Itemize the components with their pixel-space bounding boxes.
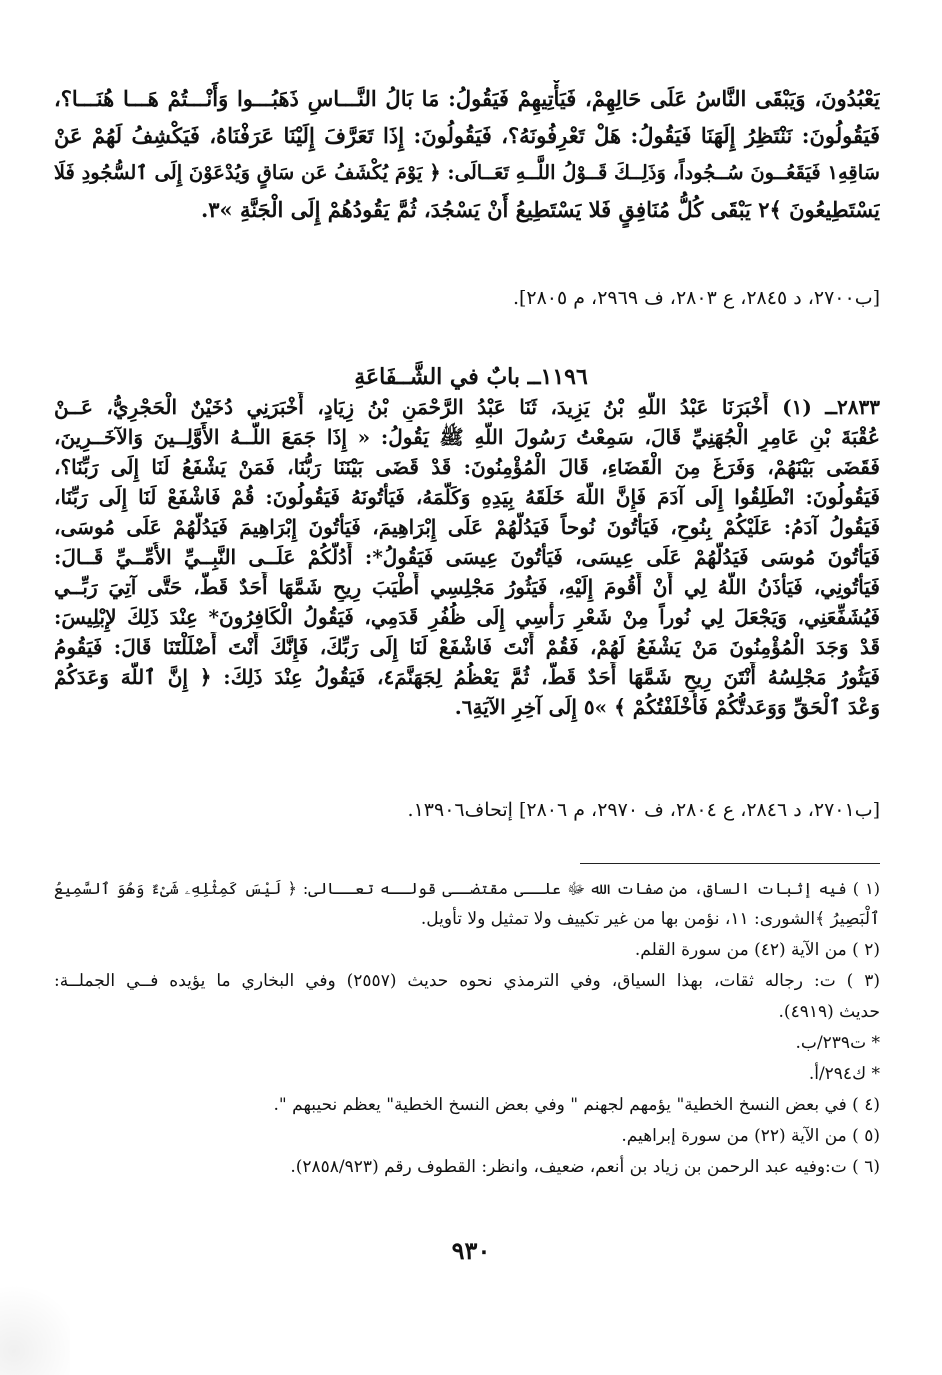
text-line: يَسْتَطِيعُونَ ﴾٢ يَبْقَى كُلُّ مُنَافِقٍ فَلا يَسْتَطِيعُ أَنْ يَسْجُدَ، ثُمَّ يَقُودُهُمْ إِلَى الْجَنَّةِ »٣. (200, 197, 880, 222)
text-line: فَيَأْتُونِي، فَيَأْذَنُ اللَّهُ لِي أَنْ أَقُومَ إِلَيْهِ، فَيَثُورُ مَجْلِسِي أَطْيَبَ رِيحٍ شَمَّهَا أَحَدٌ قَطُّ، حَتَّى آتِيَ رَبِّــي (54, 575, 880, 599)
footnotes (54, 873, 880, 1183)
footnote-line: * ت٢٣٩/ب. (795, 1033, 880, 1053)
text-line: فَيَأْتُونَ مُوسَى فَيَدُلُّهُمْ عَلَى عِيسَى، فَيَأْتُونَ عِيسَى فَيَقُولُ*: أَدُلُّكُمْ عَلَــى النَّبِــيِّ الأُمِّــيِّ قَــالَ: (54, 545, 880, 569)
footnote-line: (١ ) فيه إثبات الساق، من صفات الله ﷻ علــى مقتضــى قولــه تعــالى: ﴿ لَيْسَ كَمِثْلِهِۦ شَىْءٌ وَهُوَ ٱلسَّمِيعُ (54, 879, 880, 898)
page-number: ٩٣٠ (451, 1236, 491, 1265)
text-line: فَيَثُورُ مَجْلِسُهُ أَنْتَنَ رِيحٍ شَمَّهَا أَحَدٌ قَطُّ، ثُمَّ يَعْظُمُ لِجَهَنَّمَ٤، فَيَقُولُ عِنْدَ ذَلِكَ: ﴿ إِنَّ ٱللَّهَ وَعَدَكُمْ (54, 665, 880, 689)
footnote-line: (٣ ) ت: رجاله ثقات، بهذا السياق، وفي الترمذي نحوه حديث (٢٥٥٧) وفي البخاري ما يؤيده فــي الجملــة: (54, 971, 880, 991)
footnote-line: (٥ ) من الآية (٢٢) من سورة إبراهيم. (621, 1126, 880, 1146)
text-line: وَعْدَ ٱلْحَقِّ وَوَعَدتُّكُمْ فَأَخْلَفْتُكُمْ ﴾ »٥ إِلَى آخِرِ الآيَةِ٦. (454, 695, 880, 719)
continuation-references: [ب٢٧٠٠، د ٢٨٤٥، ع ٢٨٠٣، ف ٢٩٦٩، م ٢٨٠٥]. (512, 287, 880, 309)
text-line: يَعْبُدُونَ، وَيَبْقَى النَّاسُ عَلَى حَالِهِمْ، فَيَأْتِيهِمْ فَيَقُولُ: مَا بَالُ النَّـــاسِ ذَهَبُـــوا وَأَنْـــتُمْ هَـــا هُنَـــا؟، (54, 86, 880, 111)
text-line: فَيَقُولُونَ: نَنْتَظِرُ إِلَهَنَا فَيَقُولُ: هَلْ تَعْرِفُونَهُ؟، فَيَقُولُونَ: إِذَا تَعَرَّفَ إِلَيْنَا عَرَفْنَاهُ، فَيَكْشِفُ لَهُمْ عَنْ (54, 123, 880, 148)
text-line: سَاقِهِ١ فَيَقَعُــونَ سُــجُوداً، وَذَلِــكَ قَــوْلُ اللَّــهِ تَعَــالَى: ﴿ يَوْمَ يُكْشَفُ عَن سَاقٍ وَيُدْعَوْنَ إِلَى ٱلسُّجُودِ فَلَا (54, 161, 880, 184)
hadith-text (54, 392, 880, 722)
footnote-line: ٱلْبَصِيرُ ﴾الشورى: ١١، نؤمن بها من غير تكييف ولا تمثيل ولا تأويل. (420, 909, 880, 929)
chapter-title: ١١٩٦ــ بابٌ في الشَّــفَاعَةِ (354, 364, 588, 390)
footnote-line: حديث (٤٩١٩). (778, 1002, 880, 1022)
footnote-line: (٦ ) ت:وفيه عبد الرحمن بن زياد بن أنعم، ضعيف، وانظر: القطوف رقم (٢٨٥٨/٩٢٣). (290, 1157, 880, 1177)
text-line: عُقْبَةَ بْنِ عَامِرٍ الْجُهَنِيِّ قَالَ، سَمِعْتُ رَسُولَ اللَّهِ ﷺ يَقُولُ: « إِذَا جَمَعَ اللَّــهُ الأَوَّلِــينَ وَالآخَــرِينَ، (54, 425, 880, 449)
footnote-line: * ك٢٩٤/أ. (808, 1064, 880, 1084)
text-line: فَقَضَى بَيْنَهُمْ، وَفَرَغَ مِنَ الْقَضَاءِ، قَالَ الْمُؤْمِنُونَ: قَدْ قَضَى بَيْنَنَا رَبُّنَا، فَمَنْ يَشْفَعُ لَنَا إِلَى رَبِّنَا؟، (54, 455, 880, 479)
text-line: فَيُشَفِّعَنِي، وَيَجْعَلَ لِي نُوراً مِنْ شَعْرِ رَأْسِي إِلَى ظُفُرِ قَدَمِي، فَيَقُولُ الْكَافِرُونَ* عِنْدَ ذَلِكَ لإِبْلِيسَ: (54, 605, 880, 629)
hadith-references: [ب٢٧٠١، د ٢٨٤٦، ع ٢٨٠٤، ف ٢٩٧٠، م ٢٨٠٦] إتحاف١٣٩٠٦. (407, 799, 880, 821)
continuation-text (54, 80, 880, 228)
footnote-line: (٢ ) من الآية (٤٢) من سورة القلم. (634, 940, 880, 960)
scan-artifact (0, 1255, 70, 1375)
footnote-line: (٤ ) في بعض النسخ الخطية" يؤمهم لجهنم " وفي بعض النسخ الخطية" يعظم نحيبهم ". (273, 1095, 880, 1115)
text-line: قَدْ وَجَدَ الْمُؤْمِنُونَ مَنْ يَشْفَعُ لَهُمْ، فَقُمْ أَنْتَ فَاشْفَعْ لَنَا إِلَى رَبِّكَ، فَإِنَّكَ أَنْتَ أَضْلَلْتَنَا قَالَ: فَيَقُومُ (54, 635, 880, 659)
footnote-divider (580, 863, 880, 864)
text-line: ٢٨٣٣ــ (١) أَخْبَرَنَا عَبْدُ اللَّهِ بْنُ يَزِيدَ، ثَنَا عَبْدُ الرَّحْمَنِ بْنُ زِيَادٍ، أَخْبَرَنِي دُخَيْنٌ الْحَجْرِيُّ، عَــنْ (54, 395, 880, 419)
text-line: فَيَقُولُ آدَمُ: عَلَيْكُمْ بِنُوحٍ، فَيَأْتُونَ نُوحاً فَيَدُلُّهُمْ عَلَى إِبْرَاهِيمَ، فَيَأْتُونَ إِبْرَاهِيمَ فَيَدُلُّهُمْ عَلَى مُوسَى، (54, 515, 880, 539)
text-line: فَيَقُولُونَ: انْطَلِقُوا إِلَى آدَمَ فَإِنَّ اللَّهَ خَلَقَهُ بِيَدِهِ وَكَلَّمَهُ، فَيَأْتُونَهُ فَيَقُولُونَ: قُمْ فَاشْفَعْ لَنَا إِلَى رَبِّنَا، (54, 485, 880, 509)
